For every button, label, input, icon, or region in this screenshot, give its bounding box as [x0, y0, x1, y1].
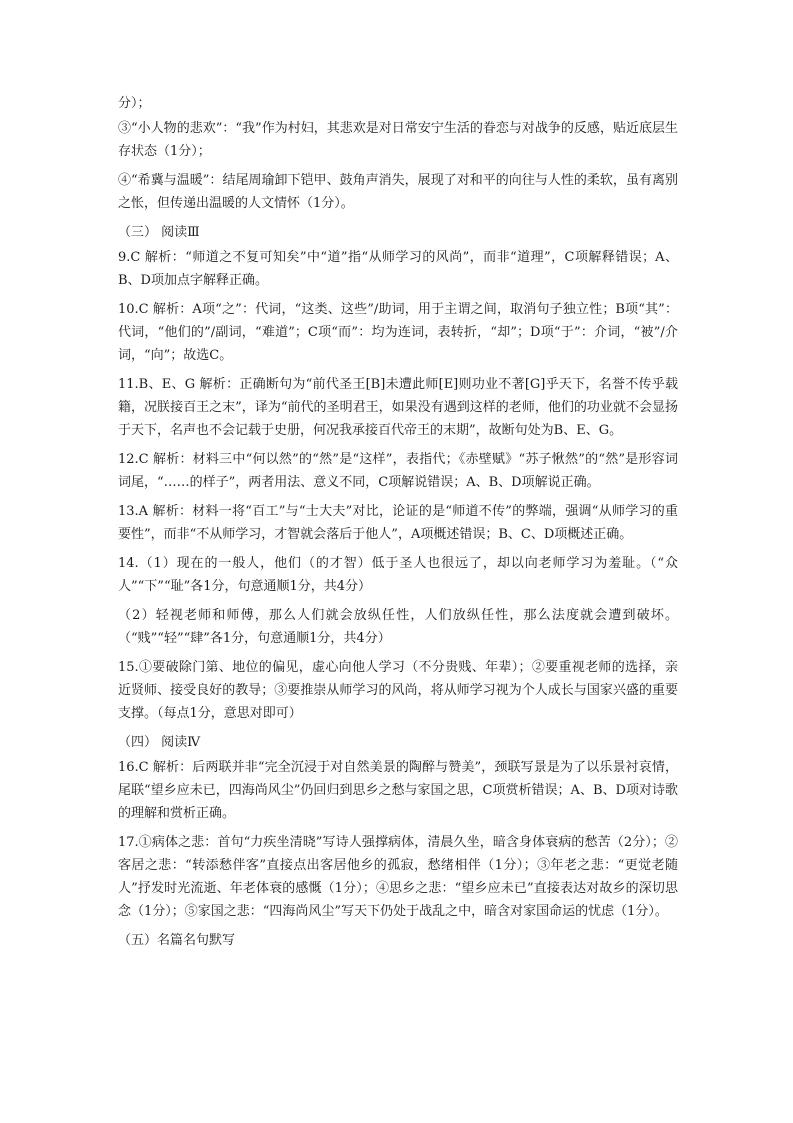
answer-continuation: 分）； — [118, 96, 151, 111]
answer-q16: 16.C 解析：后两联并非“完全沉浸于对自然美景的陶醉与赞美”，颈联写景是为了以乐景衬哀情，尾联“望乡应未已，四海尚风尘”仍回归到思乡之愁与家国之思，C项赏析错误；A、B、D项对诗歌的理解和赏析正确。 — [118, 760, 678, 821]
section-heading-reading-3: （三） 阅读Ⅲ — [118, 225, 200, 240]
answer-q11: 11.B、E、G 解析：正确断句为“前代圣王[B]未遭此师[E]则功业不著[G]乎天下，名誉不传乎载籍，况朕接百王之末”，译为“前代的圣明君王，如果没有遇到这样的老师，他们的功业就不会显扬于天下，名声也不会记载于史册，何况我承接百代帝王的末期”，故断句处为B、E、G。 — [118, 377, 678, 438]
answer-q14-part2: （2）轻视老师和师傅，那么人们就会放纵任性，人们放纵任性，那么法度就会遭到破坏。（“贱”“轻”“肆”各1分，句意通顺1分，共4分） — [118, 608, 678, 646]
answer-q14-part1: 14.（1）现在的一般人，他们（的才智）低于圣人也很远了，却以向老师学习为羞耻。（“众人”“下”“耻”各1分，句意通顺1分，共4分） — [118, 556, 678, 594]
answer-q9: 9.C 解析：“师道之不复可知矣”中“道”指“从师学习的风尚”，而非“道理”，C项解释错误；A、B、D项加点字解释正确。 — [118, 250, 678, 288]
section-heading-reading-4: （四） 阅读Ⅳ — [118, 735, 201, 750]
answer-q12: 12.C 解析：材料三中“何以然”的“然”是“这样”，表指代；《赤壁赋》“苏子愀然”的“然”是形容词词尾，“……的样子”，两者用法、意义不同，C项解说错误；A、B、D项解说正确。 — [118, 452, 678, 490]
answer-q17: 17.①病体之悲：首句“力疾坐清晓”写诗人强撑病体，清晨久坐，暗含身体衰病的愁苦（2分）；②客居之悲：“转添愁伴客”直接点出客居他乡的孤寂，愁绪相伴（1分）；③年老之悲：“更觉老随人”抒发时光流逝、年老体衰的感慨（1分）；④思乡之悲：“望乡应未已”直接表达对故乡的深切思念（1分）；⑤家国之悲：“四海尚风尘”写天下仍处于战乱之中，暗含对家国命运的忧虑（1分）。 — [118, 835, 678, 919]
section-heading-recitation: （五）名篇名句默写 — [118, 933, 236, 948]
answer-point-3: ③“小人物的悲欢”：“我”作为村妇，其悲欢是对日常安宁生活的眷恋与对战争的反感，贴近底层生存状态（1分）； — [118, 121, 678, 159]
answer-q13: 13.A 解析：材料一将“百工”与“士大夫”对比，论证的是“师道不传”的弊端，强调“从师学习的重要性”，而非“不从师学习，才智就会落后于他人”，A项概述错误；B、C、D项概述正确。 — [118, 504, 678, 542]
answer-q15: 15.①要破除门第、地位的偏见，虚心向他人学习（不分贵贱、年辈）；②要重视老师的选择，亲近贤师、接受良好的教导；③要推崇从师学习的风尚，将从师学习视为个人成长与国家兴盛的重要支撑。（每点1分，意思对即可） — [118, 660, 678, 721]
answer-q10: 10.C 解析：A项“之”：代词，“这类、这些”/助词，用于主谓之间，取消句子独立性；B项“其”：代词，“他们的”/副词，“难道”；C项“而”：均为连词，表转折，“却”；D项“于”：介词，“被”/介词，“向”；故选C。 — [118, 302, 678, 363]
answer-point-4: ④“希冀与温暖”：结尾周瑜卸下铠甲、鼓角声消失，展现了对和平的向往与人性的柔软，虽有离别之怅，但传递出温暖的人文情怀（1分）。 — [118, 173, 678, 211]
answer-key-page — [118, 92, 678, 952]
